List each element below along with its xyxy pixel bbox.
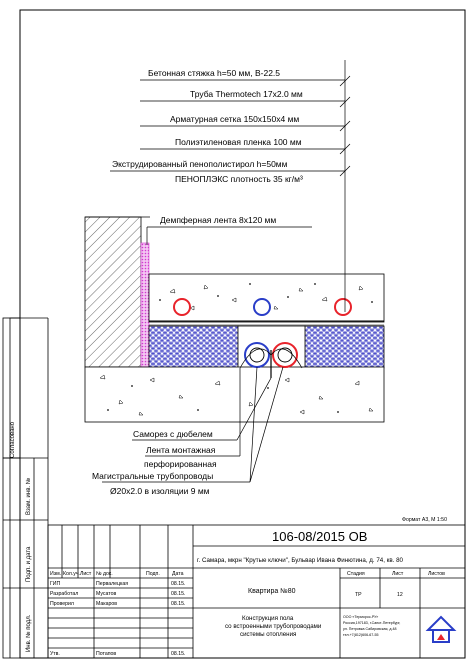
insulation-left (149, 326, 238, 368)
staff-role-0: ГИП (50, 581, 61, 587)
layer-label-4: Экструдированный пенополистирол h=50мм (112, 159, 288, 169)
main-pipe-supply-insulation (245, 343, 269, 367)
staff-date-4: 08.15. (171, 651, 186, 657)
damper-tape (141, 243, 149, 367)
staff-name-0: Первалецкая (96, 581, 129, 587)
damper-label: Демпферная лента 8х120 мм (160, 215, 277, 225)
col-header-date: Дата (172, 571, 184, 577)
col-header-sign: Подп. (146, 571, 160, 577)
staff-name-4: Потапов (96, 651, 117, 657)
staff-date-2: 08.15. (171, 601, 186, 607)
label-mains-2: Ø20х2.0 в изоляции 9 мм (110, 486, 210, 496)
sheet-title-1: Конструкция пола (242, 615, 294, 622)
side-label-inv-orig: Инв. № подл. (26, 614, 32, 652)
company-logo-icon (428, 617, 454, 642)
company-line-4: тел.+7(812)606-67-55 (343, 633, 379, 637)
label-tape-1: Лента монтажная (146, 445, 216, 455)
col-header-sheet: Лист (80, 571, 92, 577)
layer-label-1: Труба Thermotech 17х2.0 мм (190, 89, 303, 99)
label-mains-1: Магистральные трубопроводы (92, 471, 214, 481)
doc-code: 106-08/2015 ОВ (272, 529, 368, 544)
layer-label-5: ПЕНОПЛЭКС плотность 35 кг/м³ (175, 174, 303, 184)
staff-name-1: Мусатов (96, 591, 117, 597)
base-slab (85, 367, 384, 422)
staff-date-0: 08.15. (171, 581, 186, 587)
layer-label-0: Бетонная стяжка h=50 мм, В-22.5 (148, 68, 281, 78)
layer-label-2: Арматурная сетка 150х150х4 мм (170, 114, 300, 124)
heating-pipe-hot-2 (335, 299, 351, 315)
stage-header: Стадия (347, 571, 365, 577)
sheets-header: Листов (428, 571, 445, 577)
col-header-change: Изм. (50, 571, 62, 577)
side-label-sign-date: Подп. и дата (26, 546, 32, 582)
staff-role-1: Разработал (50, 591, 79, 597)
sheet-title-3: системы отопления (240, 631, 297, 638)
label-screw: Саморез с дюбелем (133, 429, 213, 439)
heating-pipe-hot-1 (174, 299, 190, 315)
insulation-right (305, 326, 384, 368)
object-name: Квартира №80 (248, 588, 296, 595)
doc-address: г. Самара, мкрн "Крутые ключи", Бульвар Ивана Финютина, д. 74, кв. 80 (197, 557, 403, 564)
company-line-1: ООО «Терморос-РУ» (343, 615, 379, 619)
col-header-doc: № док. (96, 571, 113, 577)
wall (85, 217, 141, 367)
heating-pipe-cold (254, 299, 270, 315)
sheet-title-2: со встроенными трубопроводами (225, 623, 322, 630)
staff-role-4: Утв. (50, 651, 60, 657)
company-line-2: Россия,197183, г.Санкт-Петербург, (343, 621, 401, 625)
sheet-value: 12 (397, 592, 403, 598)
label-tape-2: перфорированная (144, 459, 217, 469)
layer-label-3: Полиэтиленовая пленка 100 мм (175, 137, 302, 147)
col-header-qty: Кол.уч. (63, 571, 80, 577)
company-line-3: ул. Петровка Сабировская, д.48 (343, 627, 397, 631)
stage-value: ТР (355, 592, 362, 598)
side-label-agreed: Согласовано (10, 421, 16, 458)
staff-role-2: Проверил (50, 601, 74, 607)
staff-date-1: 08.15. (171, 591, 186, 597)
sheet-header: Лист (392, 571, 404, 577)
format-label: Формат А3, М 1:50 (402, 517, 447, 523)
main-pipe-return-insulation (273, 343, 297, 367)
side-label-replace: Взам. инв. № (26, 477, 32, 515)
staff-name-2: Макаров (96, 601, 118, 607)
